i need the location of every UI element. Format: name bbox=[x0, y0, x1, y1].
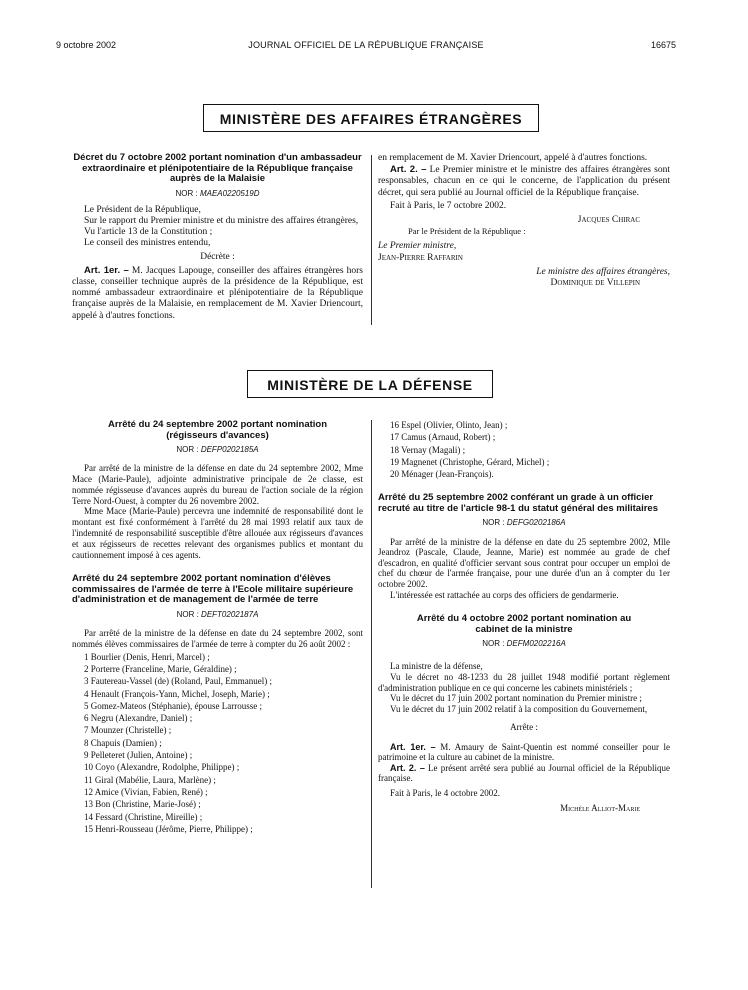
list-item: 17 Camus (Arnaud, Robert) ; bbox=[390, 432, 496, 443]
list-item: 9 Pelleteret (Julien, Antoine) ; bbox=[84, 750, 193, 761]
arrete4-p1: La ministre de la défense, bbox=[390, 661, 483, 672]
list-item: 6 Negru (Alexandre, Daniel) ; bbox=[84, 713, 193, 724]
art1-label: Art. 1er. – bbox=[390, 741, 436, 752]
decret-mae-title: Le ministre des affaires étrangères, bbox=[536, 266, 670, 277]
arrete4-signer: Michèle Alliot-Marie bbox=[560, 803, 640, 814]
arrete3-title: Arrêté du 25 septembre 2002 conférant un grade à un officier recruté au titre de l'article 98-1 du statut général des militaires bbox=[378, 492, 658, 514]
list-item: 18 Vernay (Magali) ; bbox=[390, 444, 466, 455]
arrete4-p4: Vu le décret du 17 juin 2002 relatif à la composition du Gouvernement, bbox=[390, 703, 648, 714]
decret-fait: Fait à Paris, le 7 octobre 2002. bbox=[390, 200, 507, 211]
decret-art2 bbox=[378, 164, 670, 199]
arrete1-p1: Par arrêté de la ministre de la défense en date du 24 septembre 2002, Mme Mace (Marie-Paule), adjointe administrative principale de 2e classe, est nommée régisseuse d'avances auprès du bureau de l'action sociale de la région Terre Nord-Ouest, à compter du 26 novembre 2002. bbox=[72, 463, 363, 506]
arrete2-p1: Par arrêté de la ministre de la défense en date du 24 septembre 2002, sont nommés élèves commissaires de l'armée de terre à compter du 26 août 2002 : bbox=[72, 628, 363, 649]
nor-label: NOR : bbox=[482, 639, 505, 649]
decret-p1: Le Président de la République, bbox=[84, 204, 201, 215]
eleves-list-part2 bbox=[390, 420, 670, 481]
nor-value: DEFT0202187A bbox=[201, 609, 259, 619]
arrete4-title: Arrêté du 4 octobre 2002 portant nomination au cabinet de la ministre bbox=[416, 613, 632, 635]
nor-label: NOR : bbox=[176, 609, 199, 619]
arrete2-title: Arrêté du 24 septembre 2002 portant nomination d'élèves commissaires de l'armée de terre à l'Ecole militaire supérieure d'administration et de management de l'armée de terre bbox=[72, 573, 354, 606]
arrete1-title: Arrêté du 24 septembre 2002 portant nomination (régisseurs d'avances) bbox=[107, 419, 328, 441]
eleves-list-part1 bbox=[84, 652, 363, 836]
nor-label: NOR : bbox=[176, 445, 199, 454]
art1-label: Art. 1er. – bbox=[84, 264, 129, 276]
defense-right-column bbox=[378, 420, 670, 814]
ministry-heading-affaires-etrangeres: MINISTÈRE DES AFFAIRES ÉTRANGÈRES bbox=[203, 104, 539, 132]
list-item: 2 Porterre (Franceline, Marie, Géraldine) ; bbox=[84, 663, 237, 674]
defense-left-column bbox=[72, 420, 363, 836]
list-item: 14 Fessard (Christine, Mireille) ; bbox=[84, 811, 203, 822]
art2-text: Le Premier ministre et le ministre des affaires étrangères sont responsables, chacun en ce qui le concerne, de l'application du présent décret, qui sera publié au Journal officiel de la République française. bbox=[378, 165, 670, 198]
arrete4-p3: Vu le décret du 17 juin 2002 portant nomination du Premier ministre ; bbox=[390, 693, 642, 704]
list-item: 5 Gomez-Mateos (Stéphanie), épouse Larrousse ; bbox=[84, 700, 262, 711]
list-item: 4 Henault (François-Yann, Michel, Joseph, Marie) ; bbox=[84, 688, 270, 699]
column-divider bbox=[371, 420, 372, 888]
list-item: 11 Giral (Mabélie, Laura, Marlène) ; bbox=[84, 774, 216, 785]
art1-text: M. Amaury de Saint-Quentin est nommé conseiller pour le patrimoine et la culture au cabinet de la ministre. bbox=[378, 741, 671, 763]
decret-p2: Sur le rapport du Premier ministre et du ministre des affaires étrangères, bbox=[84, 215, 359, 226]
decret-pm-title: Le Premier ministre, bbox=[378, 241, 457, 252]
arrete3-nor bbox=[378, 517, 670, 528]
decret-right-column bbox=[378, 153, 670, 289]
art2-label: Art. 2. – bbox=[390, 762, 425, 773]
decret-signer: Jacques Chirac bbox=[577, 215, 640, 226]
list-item: 15 Henri-Rousseau (Jérôme, Pierre, Philippe) ; bbox=[84, 823, 253, 834]
arrete1-p2: Mme Mace (Marie-Paule) percevra une indemnité de responsabilité dont le montant est fixé conformément à l'arrêté du 28 mai 1993 relatif aux taux de l'indemnité de responsabilité susceptible d'être allouée aux régisseurs d'avances et aux régisseurs de recettes relevant des organismes publics et montant du cautionnement imposé à ces agents. bbox=[72, 506, 363, 560]
list-item: 7 Mounzer (Christelle) ; bbox=[84, 725, 172, 736]
nor-value: DEFP0202185A bbox=[200, 445, 259, 454]
art1-text: M. Jacques Lapouge, conseiller des affaires étrangères hors classe, conseiller technique auprès de la présidence de la République, est nommé ambassadeur extraordinaire et plénipotentiaire de la République française auprès de la Malaisie, en remplacement de M. Xavier Driencourt, appelé à d'autres fonctions. bbox=[72, 265, 364, 321]
list-item: 19 Magnenet (Christophe, Gérard, Michel) ; bbox=[390, 456, 550, 467]
column-divider bbox=[371, 155, 372, 325]
arrete4-art2 bbox=[378, 763, 670, 784]
decret-art1 bbox=[72, 264, 364, 321]
arrete4-p2: Vu le décret no 48-1233 du 28 juillet 1948 modifié portant règlement d'administration publique en ce qui concerne les cabinets ministériels ; bbox=[378, 672, 670, 693]
decret-decrete: Décrète : bbox=[200, 251, 235, 262]
ministry-heading-defense: MINISTÈRE DE LA DÉFENSE bbox=[247, 370, 493, 398]
arrete3-p1: Par arrêté de la ministre de la défense en date du 25 septembre 2002, Mlle Jeandroz (Pascale, Claude, Jeanne, Marie) est nommée au grade de chef d'escadron, en qualité d'officier servant sous contrat pour occuper un emploi de chef du chœur de l'armée française, pour une durée d'un an à compter du 1er octobre 2002. bbox=[378, 536, 670, 590]
nor-label: NOR : bbox=[482, 518, 505, 528]
header-journal-title: JOURNAL OFFICIEL DE LA RÉPUBLIQUE FRANÇAISE bbox=[248, 40, 484, 50]
list-item: 20 Ménager (Jean-François). bbox=[390, 469, 494, 480]
decret-left-column bbox=[72, 152, 364, 321]
arrete4-art1 bbox=[378, 742, 670, 763]
nor-value: DEFM0202216A bbox=[506, 639, 566, 649]
list-item: 8 Chapuis (Damien) ; bbox=[84, 737, 162, 748]
nor-value: MAEA0220519D bbox=[199, 188, 260, 198]
list-item: 13 Bon (Christine, Marie-José) ; bbox=[84, 799, 201, 810]
decret-p4: Le conseil des ministres entendu, bbox=[84, 238, 211, 249]
nor-value: DEFG0202186A bbox=[506, 518, 566, 528]
decret-pm-name: Jean-Pierre Raffarin bbox=[378, 252, 463, 263]
list-item: 3 Fautereau-Vassel (de) (Roland, Paul, Emmanuel) ; bbox=[84, 676, 272, 687]
list-item: 10 Coyo (Alexandre, Rodolphe, Philippe) ; bbox=[84, 762, 240, 773]
art2-label: Art. 2. – bbox=[390, 164, 427, 176]
arrete4-nor bbox=[378, 638, 670, 649]
art2-text: Le présent arrêté sera publié au Journal officiel de la République française. bbox=[378, 762, 670, 784]
list-item: 1 Bourlier (Denis, Henri, Marcel) ; bbox=[84, 651, 210, 662]
page-header bbox=[56, 40, 676, 54]
arrete4-arrete: Arrête : bbox=[510, 722, 538, 733]
arrete2-nor bbox=[72, 609, 363, 620]
decret-nor bbox=[72, 188, 363, 199]
decret-p3: Vu l'article 13 de la Constitution ; bbox=[84, 227, 213, 238]
decret-par-le-president: Par le Président de la République : bbox=[408, 226, 526, 237]
decret-mae-name: Dominique de Villepin bbox=[550, 278, 640, 289]
decret-art1-continued: en remplacement de M. Xavier Driencourt, appelé à d'autres fonctions. bbox=[378, 153, 648, 163]
decret-title: Décret du 7 octobre 2002 portant nomination d'un ambassadeur extraordinaire et plénipotentiaire de la République française auprès de la Malaisie bbox=[73, 152, 362, 184]
arrete1-nor bbox=[72, 444, 363, 455]
header-page-number: 16675 bbox=[650, 40, 676, 50]
arrete4-fait: Fait à Paris, le 4 octobre 2002. bbox=[390, 788, 500, 798]
arrete3-p2: L'intéressée est rattachée au corps des officiers de gendarmerie. bbox=[390, 589, 619, 600]
header-date: 9 octobre 2002 bbox=[56, 40, 117, 50]
list-item: 12 Amice (Vivian, Fabien, René) ; bbox=[84, 786, 208, 797]
nor-label: NOR : bbox=[175, 188, 198, 198]
list-item: 16 Espel (Olivier, Olinto, Jean) ; bbox=[390, 420, 508, 430]
